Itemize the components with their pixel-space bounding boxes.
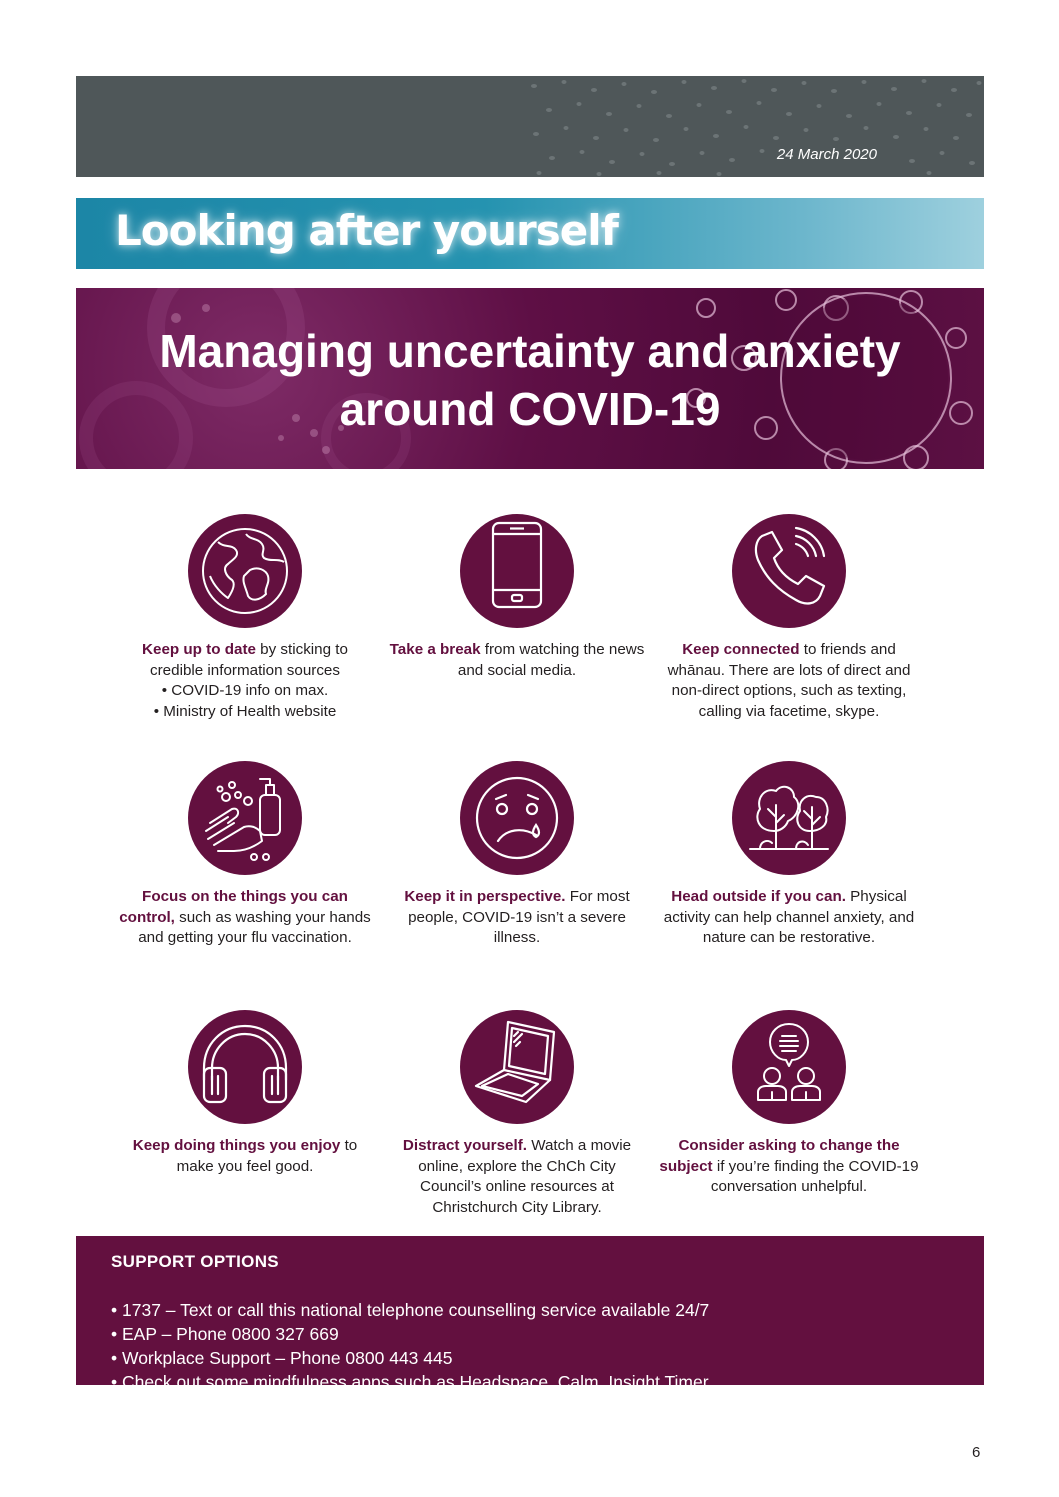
tip-bullet: • COVID-19 info on max.	[161, 682, 329, 699]
tip-highlight: Keep it in perspective.	[404, 888, 566, 905]
tip-text	[387, 640, 647, 681]
hero-banner	[76, 288, 984, 469]
tip-highlight: Keep doing things you enjoy	[132, 1137, 341, 1154]
tip-change-subject	[659, 1010, 919, 1198]
smartphone-icon	[460, 514, 574, 628]
publication-date: 24 March 2020	[776, 146, 877, 163]
support-item-healthline: • If you have symptoms of COVID-19 call Healthline on 0800 358 5453	[111, 1394, 709, 1418]
support-options-list	[111, 1298, 709, 1418]
section-title: Looking after yourself	[115, 206, 618, 255]
tip-highlight: Keep up to date	[142, 641, 256, 658]
tip-body: such as washing your hands and getting your flu vaccination.	[138, 908, 371, 946]
tip-body: Physical activity can help channel anxiety, and nature can be restorative.	[663, 888, 915, 946]
phone-call-icon	[732, 514, 846, 628]
worried-face-icon	[460, 761, 574, 875]
tip-text	[115, 1136, 375, 1177]
support-item: • Workplace Support – Phone 0800 443 445	[111, 1346, 709, 1370]
trees-icon	[732, 761, 846, 875]
page-number: 6	[972, 1444, 981, 1461]
support-item: • 1737 – Text or call this national telephone counselling service available 24/7	[111, 1298, 709, 1322]
tip-highlight: Distract yourself.	[402, 1137, 527, 1154]
hero-title	[76, 322, 984, 438]
dot-pattern-decoration	[524, 76, 984, 177]
tip-keep-connected	[659, 514, 919, 722]
tip-text	[659, 887, 919, 949]
tip-body: For most people, COVID-19 isn’t a severe illness.	[408, 888, 630, 946]
tip-distract-yourself	[387, 1010, 647, 1218]
tip-body: if you’re finding the COVID-19 conversation unhelpful.	[710, 1157, 919, 1195]
tip-text	[387, 1136, 647, 1218]
globe-icon	[188, 514, 302, 628]
support-item: • Check out some mindfulness apps such as Headspace, Calm, Insight Timer	[111, 1370, 709, 1394]
hand-washing-icon	[188, 761, 302, 875]
tip-keep-perspective	[387, 761, 647, 949]
section-title-bar	[76, 198, 984, 269]
tip-text	[115, 887, 375, 949]
tip-highlight: Focus on the things you can control,	[119, 888, 348, 926]
tip-head-outside	[659, 761, 919, 949]
tip-highlight: Keep connected	[682, 641, 800, 658]
tip-highlight: Take a break	[389, 641, 481, 658]
laptop-icon	[460, 1010, 574, 1124]
tip-keep-up-to-date	[115, 514, 375, 722]
tip-body: from watching the news and social media.	[457, 641, 645, 679]
headphones-icon	[188, 1010, 302, 1124]
tip-text	[659, 640, 919, 722]
tip-body: by sticking to credible information sources	[150, 641, 348, 679]
tip-text	[387, 887, 647, 949]
support-item: • EAP – Phone 0800 327 669	[111, 1322, 709, 1346]
tip-keep-doing-things	[115, 1010, 375, 1177]
header-band	[76, 76, 984, 177]
tip-bullet: • Ministry of Health website	[153, 702, 337, 720]
tip-body: to make you feel good.	[176, 1137, 358, 1175]
tip-highlight: Head outside if you can.	[671, 888, 846, 905]
tip-text	[115, 640, 375, 722]
conversation-icon	[732, 1010, 846, 1124]
hero-title-line-2: around COVID-19	[339, 383, 721, 435]
tip-focus-on-control	[115, 761, 375, 949]
tip-take-a-break	[387, 514, 647, 681]
support-options-title: SUPPORT OPTIONS	[111, 1252, 279, 1271]
tip-body: to friends and whānau. There are lots of direct and non-direct options, such as texting, calling via facetime, skype.	[667, 641, 911, 720]
hero-title-line-1: Managing uncertainty and anxiety	[159, 325, 901, 377]
support-options-box	[76, 1236, 984, 1416]
tip-text	[659, 1136, 919, 1198]
tip-highlight: Consider asking to change the subject	[659, 1137, 900, 1175]
tip-body: Watch a movie online, explore the ChCh City Council’s online resources at Christchurch City Library.	[418, 1137, 632, 1216]
